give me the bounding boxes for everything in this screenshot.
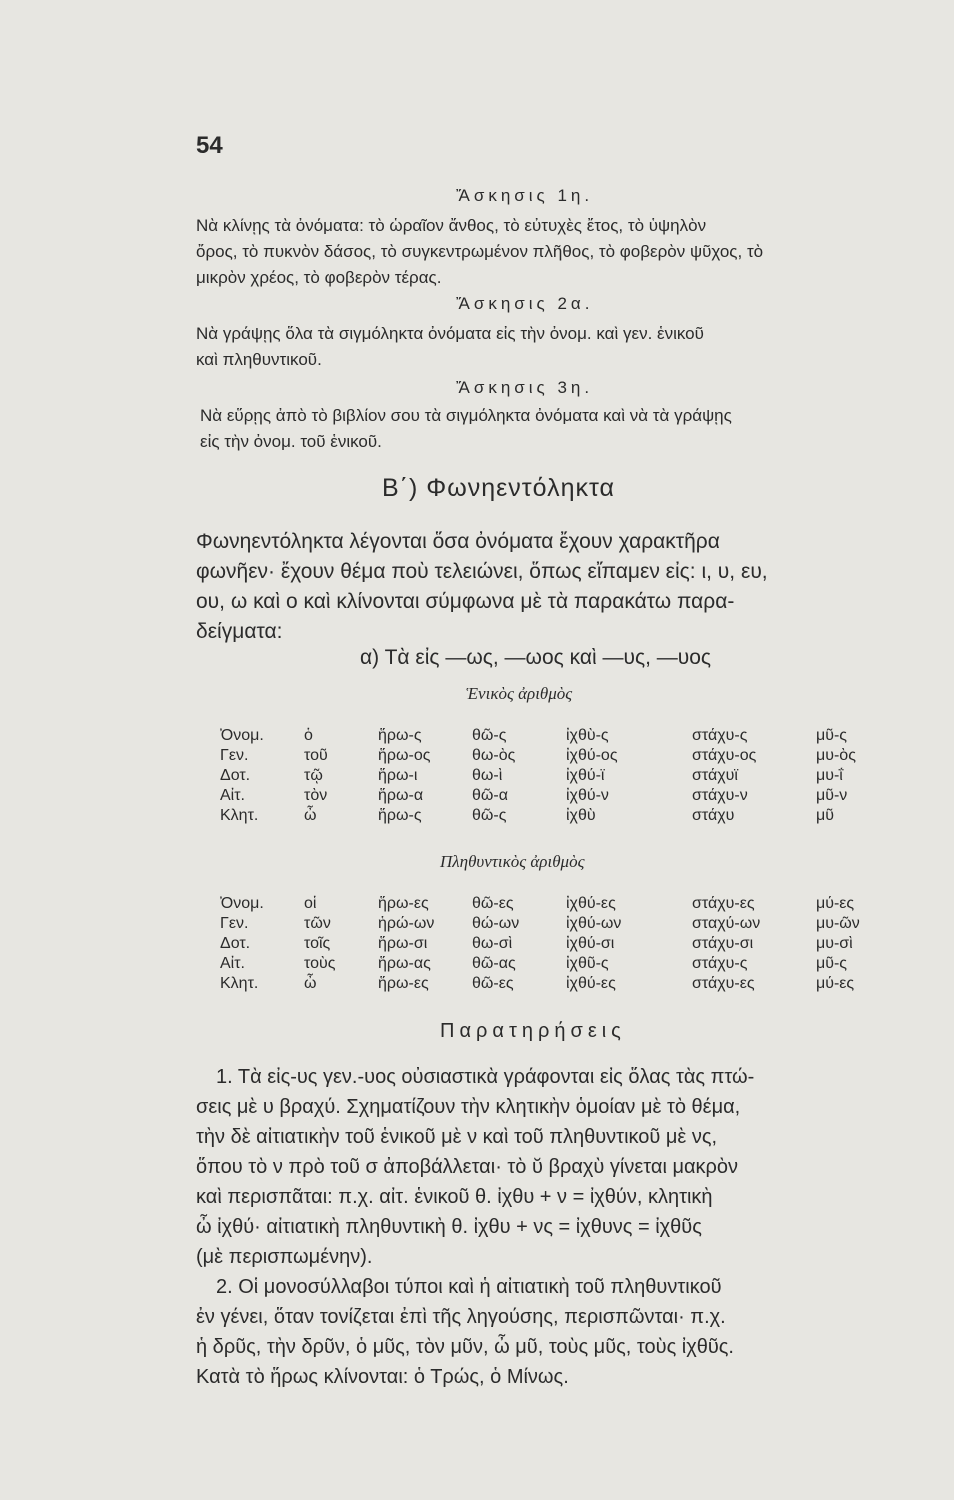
article: τοῖς (304, 935, 331, 952)
exercise-3-line: εἰς τὴν ὀνομ. τοῦ ἑνικοῦ. (200, 432, 382, 451)
section-title: Β΄) Φωνηεντόληκτα (382, 474, 615, 502)
observation-line: σεις μὲ υ βραχύ. Σχηματίζουν τὴν κλητικὴν ὁμοίαν μὲ τὸ θέμα, (196, 1096, 741, 1118)
form-stachys: στάχυ-ν (692, 787, 748, 804)
form-stachys: σταχύ-ων (692, 915, 761, 932)
page-number: 54 (196, 132, 223, 159)
form-thos: θῶ-α (472, 787, 508, 804)
form-ichthys: ἰχθύ-σι (566, 935, 615, 952)
observation-line: ἐν γένει, ὅταν τονίζεται ἐπὶ τῆς ληγούσης, περισπῶνται· π.χ. (196, 1306, 726, 1328)
plural-heading: Πληθυντικὸς ἀριθμὸς (440, 852, 585, 871)
exercise-1-line: ὄρος, τὸ πυκνὸν δάσος, τὸ συγκεντρωμένον πλῆθος, τὸ φοβερὸν ψῦχος, τὸ (196, 242, 764, 261)
form-ichthys: ἰχθύ-ες (566, 895, 616, 912)
exercise-1-title: Ἄσκησις 1η. (456, 186, 594, 205)
form-thos: θώ-ων (472, 915, 520, 932)
form-thos: θῶ-ες (472, 975, 514, 992)
article: τῷ (304, 767, 323, 784)
case-label: Ὀνομ. (220, 727, 264, 744)
intro-line: Φωνηεντόληκτα λέγονται ὅσα ὀνόματα ἔχουν χαρακτῆρα (196, 530, 720, 553)
form-stachys: στάχυ (692, 807, 735, 824)
form-ichthys: ἰχθύ-ων (566, 915, 622, 932)
form-stachys: στάχυ-ς (692, 727, 748, 744)
case-label: Αἰτ. (220, 955, 245, 972)
table-row (220, 806, 876, 826)
form-heros: ἥρω-ες (378, 975, 429, 992)
case-label: Κλητ. (220, 807, 259, 824)
exercise-1-line: Νὰ κλίνῃς τὰ ὀνόματα: τὸ ὡραῖον ἄνθος, τὸ εὐτυχὲς ἔτος, τὸ ὑψηλὸν (196, 216, 707, 235)
form-mys: μυ-ὸς (816, 747, 856, 764)
form-heros: ἥρω-σι (378, 935, 428, 952)
form-stachys: στάχυ-ες (692, 975, 755, 992)
observation-line: Κατὰ τὸ ἥρως κλίνονται: ὁ Τρώς, ὁ Μίνως. (196, 1366, 569, 1388)
article: τὸν (304, 787, 328, 804)
subsection-title: α) Τὰ εἰς —ως, —ωος καὶ —υς, —υος (360, 646, 712, 669)
case-label: Αἰτ. (220, 787, 245, 804)
observation-line: ὅπου τὸ ν πρὸ τοῦ σ ἀποβάλλεται· τὸ ῠ βραχὺ γίνεται μακρὸν (196, 1156, 739, 1178)
case-label: Γεν. (220, 915, 249, 932)
observation-line: 2. Οἱ μονοσύλλαβοι τύποι καὶ ἡ αἰτιατικὴ τοῦ πληθυντικοῦ (216, 1276, 722, 1298)
intro-line: ου, ω καὶ ο καὶ κλίνονται σύμφωνα μὲ τὰ παρακάτω παρα- (196, 590, 735, 613)
form-thos: θω-ὸς (472, 747, 516, 764)
form-heros: ἥρω-ς (378, 727, 422, 744)
case-label: Δοτ. (220, 935, 251, 952)
form-ichthys: ἰχθῦ-ς (566, 955, 609, 972)
observation-line: καὶ περισπᾶται: π.χ. αἰτ. ἑνικοῦ θ. ἰχθυ + ν = ἰχθύν, κλητικὴ (196, 1186, 713, 1208)
form-ichthys: ἰχθύ-ες (566, 975, 616, 992)
form-mys: μῦ-ς (816, 727, 848, 744)
table-row (220, 894, 876, 914)
observation-line: τὴν δὲ αἰτιατικὴν τοῦ ἑνικοῦ μὲ ν καὶ τοῦ πληθυντικοῦ μὲ νς, (196, 1126, 718, 1148)
article: ὁ (304, 727, 313, 744)
form-thos: θῶ-ς (472, 727, 507, 744)
intro-line: φωνῆεν· ἔχουν θέμα ποὺ τελειώνει, ὅπως εἴπαμεν εἰς: ι, υ, ευ, (196, 560, 768, 583)
form-thos: θω-σὶ (472, 935, 513, 952)
form-ichthys: ἰχθὺ-ς (566, 727, 609, 744)
form-heros: ἥρω-α (378, 787, 424, 804)
table-row (220, 954, 876, 974)
form-mys: μῦ-ν (816, 787, 848, 804)
exercise-2-line: καὶ πληθυντικοῦ. (196, 350, 322, 369)
article: τοῦ (304, 747, 328, 764)
intro-line: δείγματα: (196, 620, 283, 643)
observation-line: 1. Τὰ εἰς-υς γεν.-υος οὐσιαστικὰ γράφονται εἰς ὅλας τὰς πτώ- (216, 1066, 755, 1088)
form-mys: μῦ-ς (816, 955, 848, 972)
form-ichthys: ἰχθύ-ος (566, 747, 618, 764)
form-heros: ἥρω-ες (378, 895, 429, 912)
form-stachys: στάχυ-ες (692, 895, 755, 912)
form-heros: ἥρω-ος (378, 747, 431, 764)
table-row (220, 786, 876, 806)
table-row (220, 726, 876, 746)
exercise-3-line: Νὰ εὕρῃς ἀπὸ τὸ βιβλίον σου τὰ σιγμόληκτα ὀνόματα καὶ νὰ τὰ γράψῃς (200, 406, 732, 425)
observation-line: ὦ ἰχθύ· αἰτιατικὴ πληθυντικὴ θ. ἰχθυ + νς = ἰχθυνς = ἰχθῦς (196, 1216, 702, 1238)
table-row (220, 914, 876, 934)
form-mys: μυ-ΐ (816, 767, 843, 784)
form-mys: μῦ (816, 807, 834, 824)
table-row (220, 766, 876, 786)
exercise-2-title: Ἄσκησις 2α. (456, 294, 594, 313)
article: ὦ (304, 975, 317, 992)
article: τοὺς (304, 955, 336, 972)
table-row (220, 974, 876, 994)
form-heros: ἥρω-ι (378, 767, 418, 784)
form-ichthys: ἰχθὺ (566, 807, 596, 824)
observations-title: Παρατηρήσεις (440, 1020, 626, 1042)
article: ὦ (304, 807, 317, 824)
form-mys: μύ-ες (816, 895, 855, 912)
form-heros: ἥρω-ς (378, 807, 422, 824)
form-heros: ἥρω-ας (378, 955, 431, 972)
form-stachys: στάχυ-ς (692, 955, 748, 972)
form-thos: θῶ-ες (472, 895, 514, 912)
form-heros: ἡρώ-ων (378, 915, 435, 932)
form-mys: μυ-ῶν (816, 915, 860, 932)
form-thos: θῶ-ας (472, 955, 516, 972)
exercise-1-line: μικρὸν χρέος, τὸ φοβερὸν τέρας. (196, 268, 442, 287)
article: οἱ (304, 895, 317, 912)
exercise-3-title: Ἄσκησις 3η. (456, 378, 594, 397)
singular-table (220, 726, 876, 826)
form-stachys: στάχυ-σι (692, 935, 754, 952)
observation-line: ἡ δρῦς, τὴν δρῦν, ὁ μῦς, τὸν μῦν, ὦ μῦ, τοὺς μῦς, τοὺς ἰχθῦς. (196, 1336, 734, 1358)
case-label: Γεν. (220, 747, 249, 764)
form-ichthys: ἰχθύ-ϊ (566, 767, 605, 784)
form-mys: μυ-σὶ (816, 935, 853, 952)
table-row (220, 746, 876, 766)
form-mys: μύ-ες (816, 975, 855, 992)
case-label: Δοτ. (220, 767, 251, 784)
singular-heading: Ἑνικὸς ἀριθμὸς (466, 684, 573, 703)
case-label: Ὀνομ. (220, 895, 264, 912)
form-stachys: στάχυϊ (692, 767, 738, 784)
form-thos: θῶ-ς (472, 807, 507, 824)
case-label: Κλητ. (220, 975, 259, 992)
observation-line: (μὲ περισπωμένην). (196, 1246, 373, 1268)
form-stachys: στάχυ-ος (692, 747, 757, 764)
form-ichthys: ἰχθύ-ν (566, 787, 609, 804)
plural-table (220, 894, 876, 994)
table-row (220, 934, 876, 954)
exercise-2-line: Νὰ γράψῃς ὅλα τὰ σιγμόληκτα ὀνόματα εἰς τὴν ὀνομ. καὶ γεν. ἑνικοῦ (196, 324, 704, 343)
form-thos: θω-ὶ (472, 767, 503, 784)
article: τῶν (304, 915, 331, 932)
